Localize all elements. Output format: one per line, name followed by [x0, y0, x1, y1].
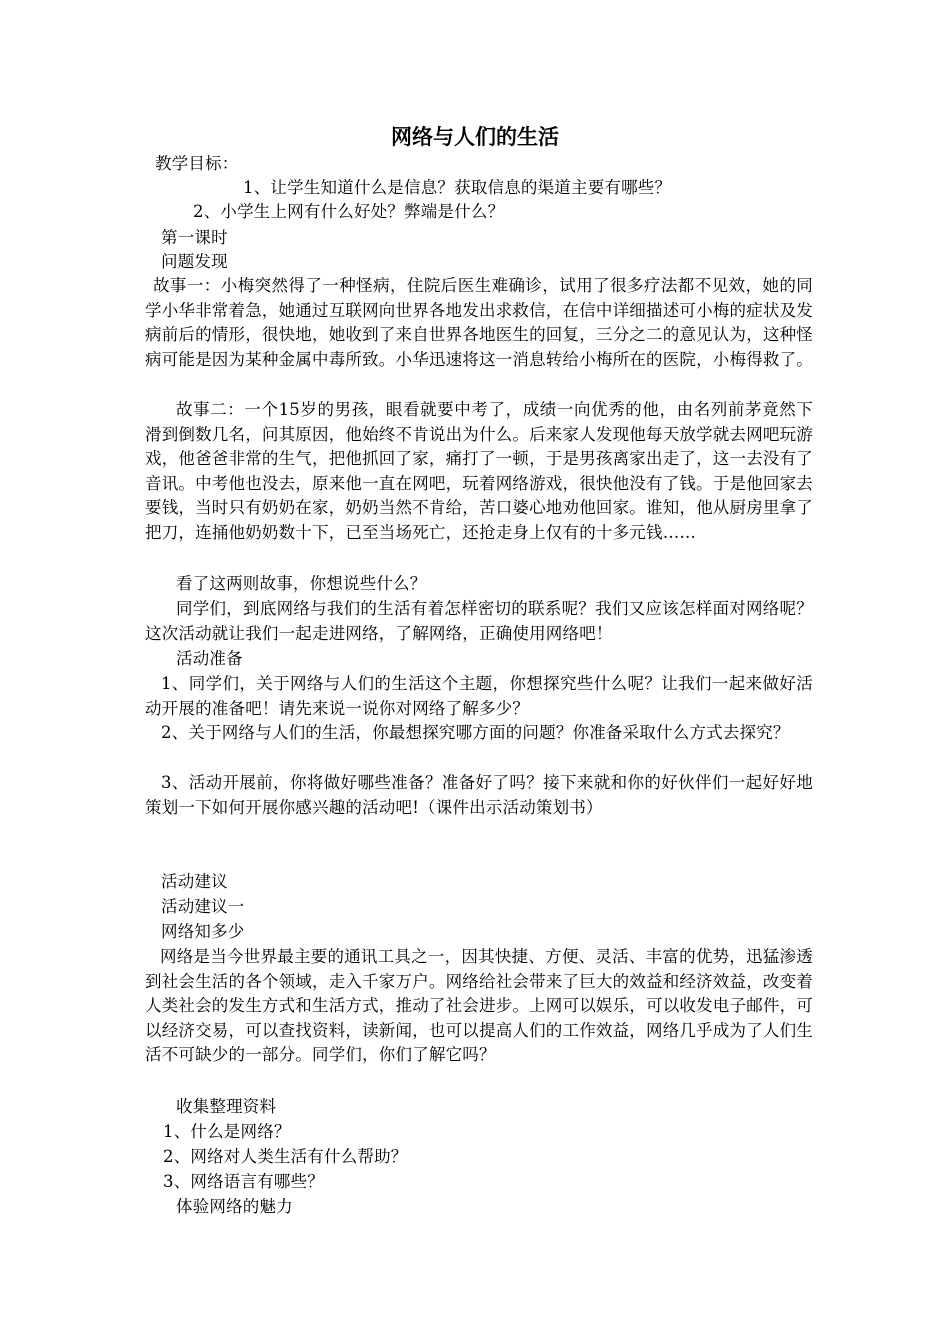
network-paragraph: 网络是当今世界最主要的通讯工具之一，因其快捷、方便、灵活、丰富的优势，迅猛渗透到社会生活的各个领域，走入千家万户。网络给社会带来了巨大的效益和经济效益，改变着人类社会的发生方式和生活方式，推动了社会进步。上网可以娱乐，可以收发电子邮件，可以经济交易，可以查找资料，读新闻，也可以提高人们的工作效益，网络几乎成为了人们生活不可缺少的一部分。同学们，你们了解它吗？ — [145, 947, 813, 1065]
prep-item-3: 3、活动开展前，你将做好哪些准备？准备好了吗？接下来就和你的好伙伴们一起好好地策划一下如何开展你感兴趣的活动吧!（课件出示活动策划书） — [145, 773, 813, 817]
network-know-heading: 网络知多少 — [161, 922, 245, 941]
objective-1: 1、让学生知道什么是信息？获取信息的渠道主要有哪些？ — [243, 178, 672, 197]
question-2: 2、网络对人类生活有什么帮助？ — [163, 1147, 408, 1166]
prep-item-1: 1、同学们，关于网络与人们的生活这个主题，你想探究些什么呢？让我们一起来做好活动开展的准备吧！请先来说一说你对网络了解多少？ — [145, 674, 813, 718]
reflection-line: 看了这两则故事，你想说些什么？ — [176, 574, 427, 593]
question-1: 1、什么是网络？ — [163, 1122, 291, 1141]
suggestion-one-heading: 活动建议一 — [161, 897, 245, 916]
prep-item-2: 2、关于网络与人们的生活，你最想探究哪方面的问题？你准备采取什么方式去探究？ — [161, 723, 790, 742]
problem-discovery-heading: 问题发现 — [161, 252, 228, 271]
objective-2: 2、小学生上网有什么好处？弊端是什么？ — [193, 202, 505, 221]
story-two-paragraph: 故事二：一个15岁的男孩，眼看就要中考了，成绩一向优秀的他，由名列前茅竟然下滑到倒数几名，问其原因，他始终不肯说出为什么。后来家人发现他每天放学就去网吧玩游戏，他爸爸非常的生气，把他抓回了家，痛打了一顿，于是男孩离家出走了，这一去没有了音讯。中考他也没去，原来他一直在网吧，玩着网络游戏，很快他没有了钱。于是他回家去要钱，当时只有奶奶在家，奶奶当然不肯给，苦口婆心地劝他回家。谁知，他从厨房里拿了把刀，连捅他奶奶数十下，已至当场死亡，还抢走身上仅有的十多元钱…… — [145, 400, 813, 542]
question-3: 3、网络语言有哪些？ — [163, 1172, 324, 1191]
experience-heading: 体验网络的魅力 — [176, 1197, 293, 1216]
objectives-heading: 教学目标： — [155, 154, 239, 173]
suggestions-heading: 活动建议 — [161, 872, 228, 891]
story-one-paragraph: 故事一：小梅突然得了一种怪病，住院后医生难确诊，试用了很多疗法都不见效，她的同学小华非常着急，她通过互联网向世界各地发出求救信，在信中详细描述可小梅的症状及发病前后的情形，很快地，她收到了来自世界各地医生的回复，三分之二的意见认为，这种怪病可能是因为某种金属中毒所致。小华迅速将这一消息转给小梅所在的医院，小梅得救了。 — [145, 276, 813, 369]
page-title: 网络与人们的生活 — [391, 124, 559, 149]
collect-heading: 收集整理资料 — [176, 1097, 277, 1116]
lesson-label: 第一课时 — [161, 228, 228, 247]
prep-heading: 活动准备 — [176, 649, 243, 668]
intro-paragraph: 同学们，到底网络与我们的生活有着怎样密切的联系呢？我们又应该怎样面对网络呢？这次活动就让我们一起走进网络，了解网络，正确使用网络吧！ — [145, 599, 813, 643]
